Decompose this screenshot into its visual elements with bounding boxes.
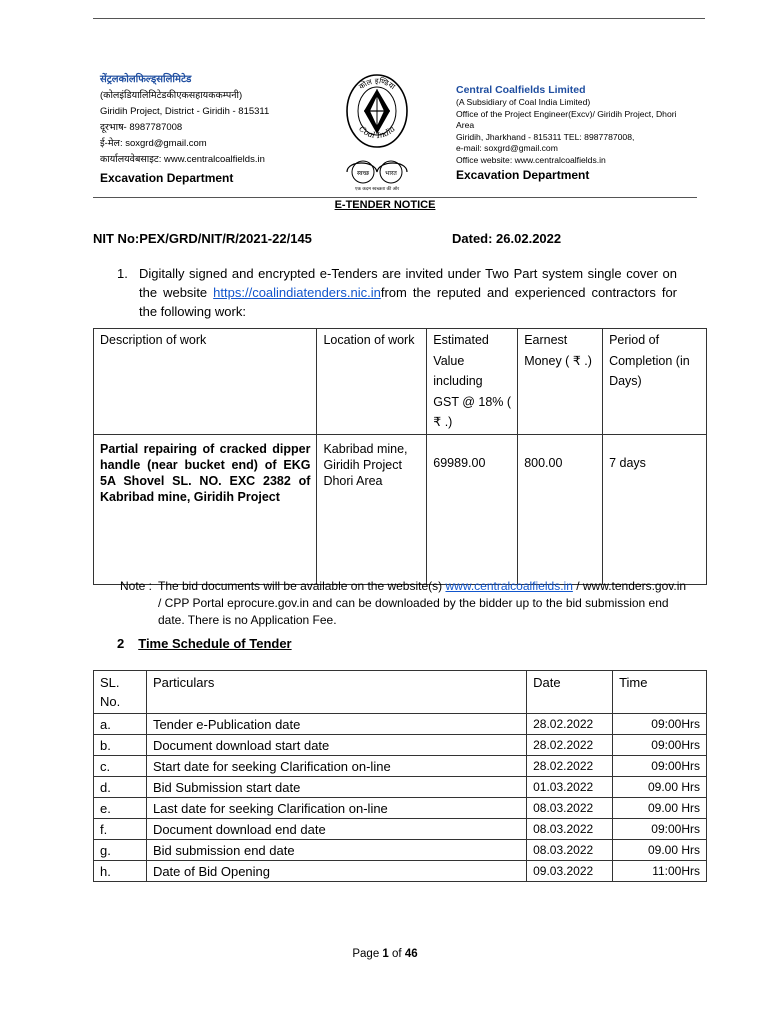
- paragraph-text-2: from the reputed and experienced contractors for the following work:: [139, 285, 678, 319]
- phone-left: दूरभाष- 8987787008: [100, 122, 183, 133]
- estimated-value: 69989.00: [427, 434, 518, 584]
- address-right: Giridih, Jharkhand - 815311 TEL: 8987787008,: [456, 131, 635, 142]
- row-particular: Bid submission end date: [146, 840, 526, 861]
- row-date: 28.02.2022: [527, 756, 613, 777]
- table-row: [94, 756, 707, 777]
- work-location: Kabribad mine, Giridih Project Dhori Area: [317, 434, 427, 584]
- header-period: Period of Completion (in Days): [603, 329, 707, 435]
- row-sl: b.: [94, 735, 147, 756]
- row-date: 01.03.2022: [527, 777, 613, 798]
- row-time: 09:00Hrs: [613, 756, 707, 777]
- coal-india-logo: [344, 72, 410, 150]
- table-row: [94, 777, 707, 798]
- row-particular: Date of Bid Opening: [146, 861, 526, 882]
- work-description: Partial repairing of cracked dipper handle (near bucket end) of EKG 5A Shovel SL. NO. EXC 2382 of Kabribad mine, Giridih Project: [94, 434, 317, 584]
- swachh-tagline: एक कदम स्वच्छता की ओर: [354, 187, 400, 192]
- section-number: 2: [117, 636, 125, 651]
- row-time: 09.00 Hrs: [613, 840, 707, 861]
- department-left: Excavation Department: [100, 171, 234, 185]
- office: Office of the Project Engineer(Excv)/ Giridih Project, Dhori Area: [456, 108, 677, 130]
- table-row: [94, 819, 707, 840]
- company-name: Central Coalfields Limited: [456, 84, 586, 96]
- section-2-heading: [117, 636, 292, 651]
- completion-period: 7 days: [603, 434, 707, 584]
- company-name-hindi: सेंट्रलकोलफिल्ड्सलिमिटेड: [100, 74, 192, 85]
- row-time: 11:00Hrs: [613, 861, 707, 882]
- website-left: कार्यालयवेबसाइट: www.centralcoalfields.in: [100, 154, 265, 165]
- row-sl: g.: [94, 840, 147, 861]
- row-date: 08.03.2022: [527, 798, 613, 819]
- subsidiary-hindi: (कोलइंडियालिमिटेडकीएकसहायककम्पनी): [100, 90, 243, 101]
- table-row: [94, 861, 707, 882]
- row-particular: Bid Submission start date: [146, 777, 526, 798]
- table-row: [94, 735, 707, 756]
- row-time: 09.00 Hrs: [613, 777, 707, 798]
- header-rule: [93, 197, 697, 198]
- page-number: 1: [382, 948, 389, 960]
- ccl-website-link[interactable]: www.centralcoalfields.in: [445, 579, 573, 593]
- invitation-paragraph: [117, 264, 677, 321]
- nit-number: NIT No:PEX/GRD/NIT/R/2021-22/145: [93, 231, 312, 246]
- header-date: Date: [527, 671, 613, 714]
- table-row: [94, 798, 707, 819]
- row-date: 28.02.2022: [527, 714, 613, 735]
- email-left: ई-मेल: soxgrd@gmail.com: [100, 138, 207, 149]
- website-right: Office website: www.centralcoalfields.in: [456, 154, 606, 165]
- row-date: 08.03.2022: [527, 819, 613, 840]
- of-label: of: [392, 948, 402, 960]
- row-time: 09:00Hrs: [613, 714, 707, 735]
- row-date: 28.02.2022: [527, 735, 613, 756]
- work-table: [93, 328, 707, 585]
- header-right: [456, 83, 696, 182]
- note-label: Note :: [120, 579, 153, 593]
- paragraph-number: 1.: [117, 266, 128, 281]
- row-sl: h.: [94, 861, 147, 882]
- section-title: Time Schedule of Tender: [138, 636, 292, 651]
- row-time: 09:00Hrs: [613, 819, 707, 840]
- header-left: [100, 72, 330, 186]
- header-particulars: Particulars: [146, 671, 526, 714]
- row-sl: e.: [94, 798, 147, 819]
- notice-title: E-TENDER NOTICE: [334, 199, 436, 211]
- page-footer: [0, 948, 770, 960]
- swachh-left-word: स्वच्छ: [356, 170, 370, 177]
- top-rule: [93, 18, 705, 19]
- swachh-bharat-logo: [344, 158, 410, 192]
- row-particular: Document download end date: [146, 819, 526, 840]
- note: [120, 578, 690, 629]
- header-location: Location of work: [317, 329, 427, 435]
- page-total: 46: [404, 948, 418, 960]
- paragraph-text: Digitally signed and encrypted e-Tenders are invited under Two Part system single cover on the website: [139, 266, 677, 300]
- row-time: 09:00Hrs: [613, 735, 707, 756]
- address-left: Giridih Project, District - Giridih - 815311: [100, 106, 270, 117]
- swachh-right-word: भारत: [385, 170, 397, 177]
- row-sl: a.: [94, 714, 147, 735]
- tender-portal-link[interactable]: https://coalindiatenders.nic.in: [213, 285, 381, 300]
- row-particular: Start date for seeking Clarification on-line: [146, 756, 526, 777]
- row-time: 09.00 Hrs: [613, 798, 707, 819]
- subsidiary: (A Subsidiary of Coal India Limited): [456, 97, 591, 107]
- department-right: Excavation Department: [456, 168, 590, 182]
- notice-date: Dated: 26.02.2022: [452, 231, 562, 246]
- row-date: 09.03.2022: [527, 861, 613, 882]
- page-label: Page: [352, 948, 380, 960]
- row-particular: Last date for seeking Clarification on-line: [146, 798, 526, 819]
- schedule-table: [93, 670, 707, 882]
- logo-bottom-text: Coal India: [357, 124, 397, 141]
- header-earnest-money: Earnest Money ( ₹ .): [518, 329, 603, 435]
- note-text-2: / www.tenders.gov.in / CPP Portal eprocure.gov.in and can be downloaded by the bidder up to the bid submission end date. There is no Application Fee.: [158, 579, 687, 627]
- row-sl: d.: [94, 777, 147, 798]
- row-date: 08.03.2022: [527, 840, 613, 861]
- row-particular: Document download start date: [146, 735, 526, 756]
- logo-top-text: कोल इण्डिया: [357, 76, 397, 92]
- table-row: [94, 840, 707, 861]
- row-particular: Tender e-Publication date: [146, 714, 526, 735]
- row-sl: f.: [94, 819, 147, 840]
- table-row: [94, 714, 707, 735]
- earnest-money: 800.00: [518, 434, 603, 584]
- header-description: Description of work: [94, 329, 317, 435]
- header-sl: SL. No.: [94, 671, 147, 714]
- header-time: Time: [613, 671, 707, 714]
- note-text: The bid documents will be available on the website(s): [158, 579, 446, 593]
- email-right: e-mail: soxgrd@gmail.com: [456, 143, 558, 153]
- row-sl: c.: [94, 756, 147, 777]
- header-estimated-value: Estimated Value including GST @ 18% ( ₹ .): [427, 329, 518, 435]
